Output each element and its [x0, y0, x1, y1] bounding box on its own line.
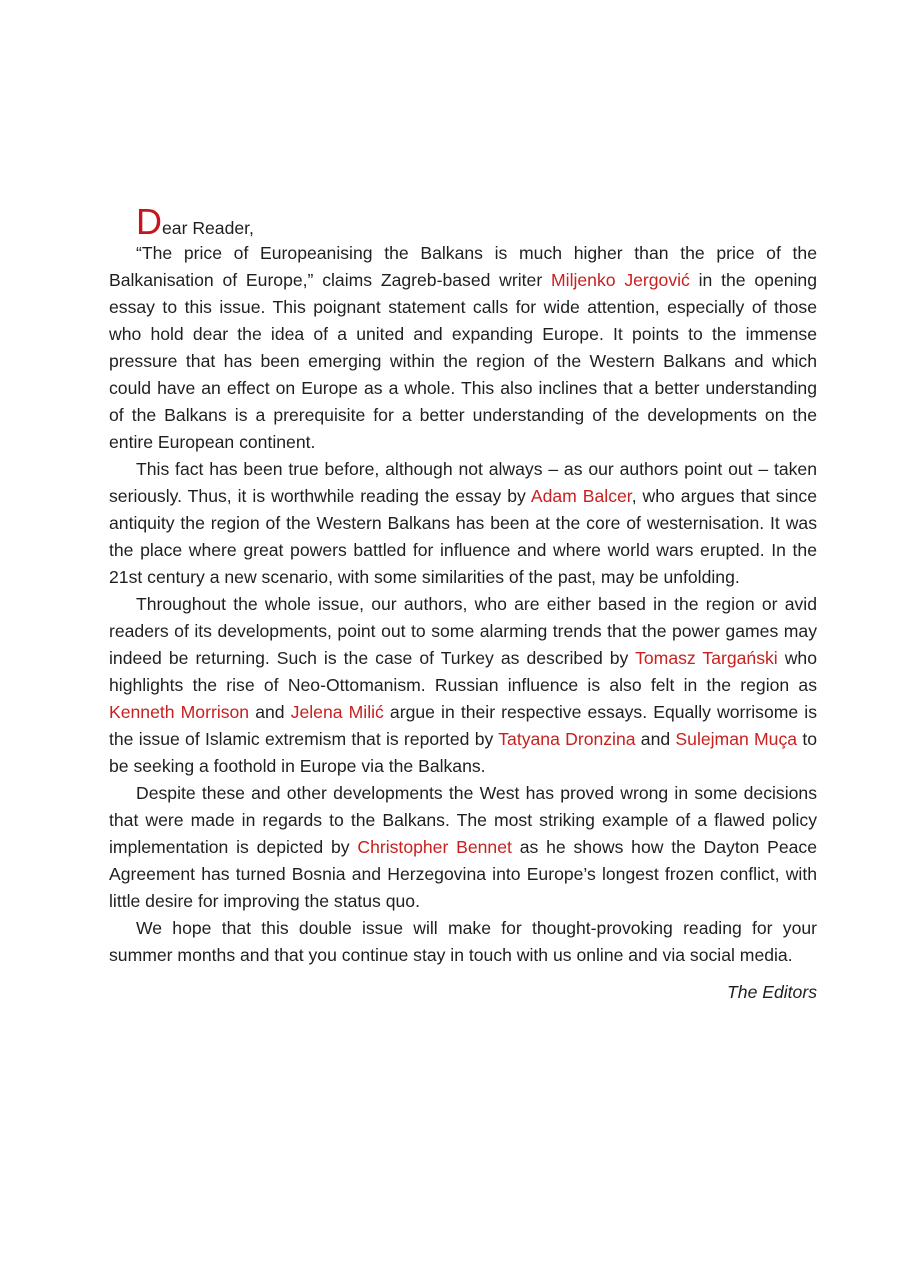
author-name: Miljenko Jergović [551, 270, 690, 290]
paragraph-text: as he shows how the Dayton Peace Agreement has turned Bosnia and Herzegovina into Europe’s longest frozen conflict, with little desire for improving the status quo. [109, 837, 817, 911]
author-name: Tatyana Dronzina [498, 729, 636, 749]
author-name: Adam Balcer [530, 486, 632, 506]
editorial-letter [109, 201, 818, 1006]
paragraph-text: to be seeking a foothold in Europe via the Balkans. [109, 729, 817, 776]
author-name: Jelena Milić [290, 702, 384, 722]
author-name: Tomasz Targański [635, 648, 778, 668]
paragraph-2 [109, 456, 817, 591]
paragraph-text: This fact has been true before, although not always – as our authors point out – taken seriously. Thus, it is worthwhile reading the essay by [109, 459, 817, 506]
paragraph-text: “The price of Europeanising the Balkans is much higher than the price of the Balkanisation of Europe,” claims Zagreb-based writer [109, 243, 817, 290]
paragraph-text: We hope that this double issue will make for thought-provoking reading for your summer months and that you continue stay in touch with us online and via social media. [109, 918, 817, 965]
author-name: Christopher Bennet [357, 837, 512, 857]
paragraph-text: Despite these and other developments the West has proved wrong in some decisions that were made in regards to the Balkans. The most striking example of a flawed policy implementation is depicted by [109, 783, 817, 857]
paragraph-text: who highlights the rise of Neo-Ottomanism. Russian influence is also felt in the region as [109, 648, 818, 695]
paragraph-5 [109, 915, 817, 969]
signature: The Editors [727, 982, 817, 1002]
author-name: Sulejman Muça [675, 729, 798, 749]
paragraph-text: and [635, 729, 676, 749]
paragraph-4 [109, 780, 817, 915]
paragraph-text: argue in their respective essays. Equally worrisome is the issue of Islamic extremism that is reported by [109, 702, 817, 749]
drop-cap: D [136, 201, 162, 242]
salutation-text: ear Reader, [162, 218, 254, 238]
paragraph-text: in the opening essay to this issue. This poignant statement calls for wide attention, especially of those who hold dear the idea of a united and expanding Europe. It points to the immense pressure that has been emerging within the region of the Western Balkans and which could have an effect on Europe as a whole. This also inclines that a better understanding of the Balkans is a prerequisite for a better understanding of the developments on the entire European continent. [109, 270, 818, 452]
paragraph-text: and [249, 702, 291, 722]
paragraph-1 [109, 240, 817, 456]
paragraph-3 [109, 591, 817, 780]
paragraph-text: , who argues that since antiquity the region of the Western Balkans has been at the core of westernisation. It was the place where great powers battled for influence and where world wars erupted. In the 21st century a new scenario, with some similarities of the past, may be unfolding. [109, 486, 817, 587]
paragraph-text: Throughout the whole issue, our authors, who are either based in the region or avid readers of its developments, point out to some alarming trends that the power games may indeed be returning. Such is the case of Turkey as described by [109, 594, 817, 668]
salutation [109, 201, 817, 242]
author-name: Kenneth Morrison [109, 702, 250, 722]
